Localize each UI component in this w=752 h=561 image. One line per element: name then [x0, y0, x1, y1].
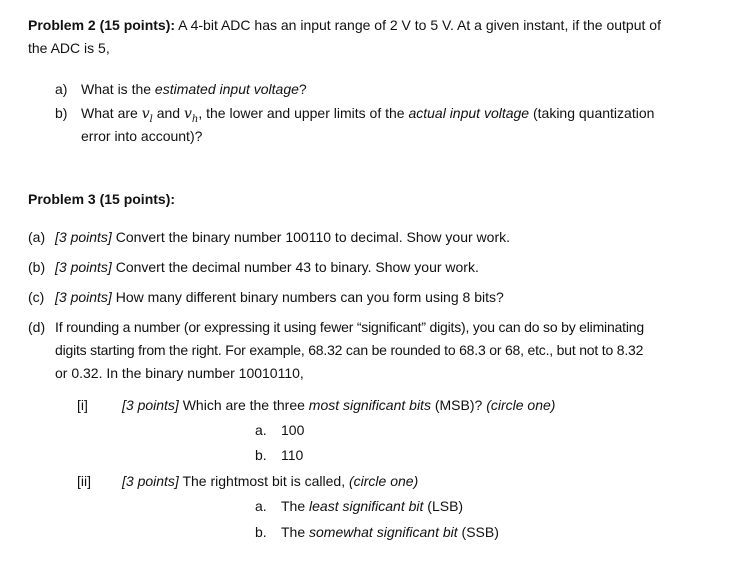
sub-label: [i] — [77, 397, 88, 413]
problem3-part-d-line3: or 0.32. In the binary number 10010110, — [55, 365, 304, 381]
v-l-symbol: v — [141, 106, 150, 122]
problem2-heading: Problem 2 (15 points): — [28, 17, 176, 33]
problem2-intro-line2: the ADC is 5, — [28, 40, 110, 56]
problem3-part-d-line2: digits starting from the right. For example, 68.32 can be rounded to 68.3 or 68, etc., but not to 8.32 — [55, 342, 644, 358]
item-label: b) — [55, 105, 68, 121]
part-label: (a) — [28, 229, 46, 245]
sub-label: [ii] — [77, 473, 91, 489]
problem2-intro-line1 — [28, 16, 661, 34]
problem3-heading: Problem 3 (15 points): — [28, 191, 176, 207]
v-h-symbol: v — [183, 106, 192, 122]
item-text: What are $v_l$ and $v_h$, the lower and upper limits of the actual input voltage (taking quantization — [81, 105, 655, 125]
part-label: (b) — [28, 259, 46, 275]
part-label: (c) — [28, 289, 45, 305]
part-label: (d) — [28, 319, 46, 335]
item-text: What is the estimated input voltage? — [81, 81, 307, 97]
problem2-intro-text: A 4-bit ADC has an input range of 2 V to 5 V. At a given instant, if the output of — [178, 17, 661, 33]
item-label: a) — [55, 81, 68, 97]
problem2-item-b-line2: error into account)? — [81, 128, 203, 144]
document-page: Problem 2 (15 points): A 4-bit ADC has an input range of 2 V to 5 V. At a given instant, if the output of the ADC is 5, a) What is the estimated input voltage? b) What are $v_l$ and $v_h$, the lower and upper limits of the actual input voltage (taking quantization error into account)? Problem 3 (15 points): (a) [3 points] Convert the binary number 100110 to decimal. Show your work. (b) [3 points] Convert the decimal number 43 to binary. Show your work. (c) [3 points] How many different binary numbers can you form using 8 bits? (d) If rounding a number (or expressing it using fewer “significant” digits), you can do so by eliminating digits starting from the right. For example, 68.32 can be rounded to 68.3 or 68, etc., but not to 8.32 or 0.32. In the binary number 10010110, [i] [3 points] Which are the three most significant bits (MSB)? (circle one) a. 100 b. 110 [ii] [3 points] The rightmost bit is called, (circle one) a. The least significant bit (LSB) b. The somewhat significant bit (SSB) — [28, 17, 661, 540]
